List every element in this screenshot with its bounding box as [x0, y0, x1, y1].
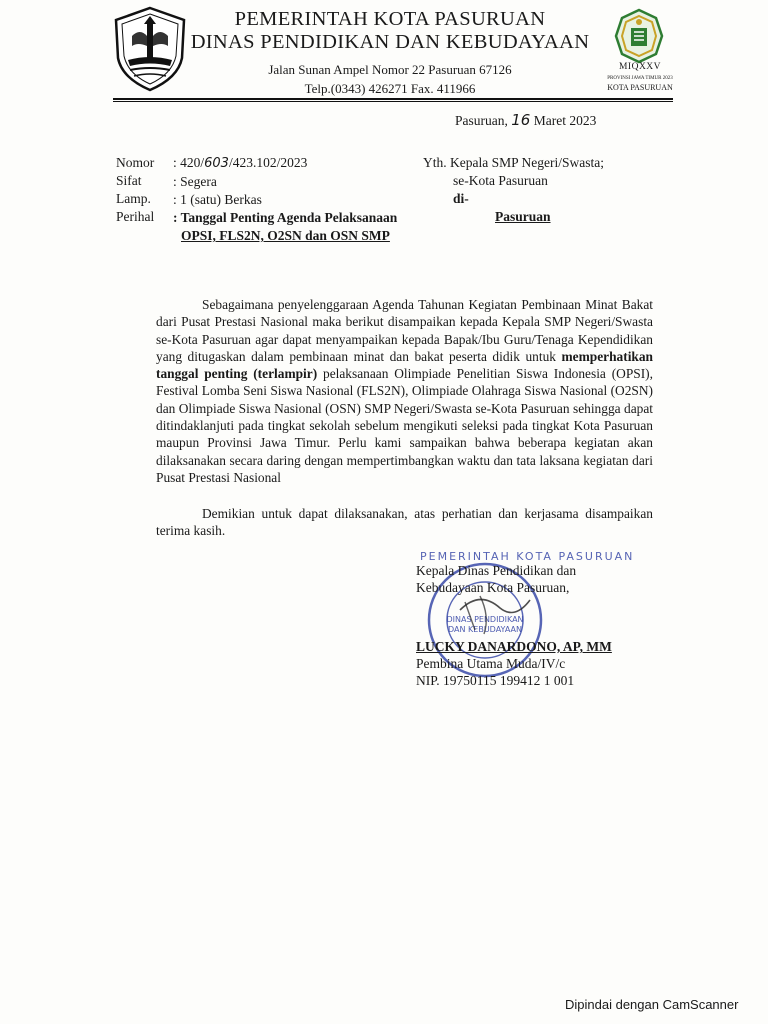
value-perihal: : Tanggal Penting Agenda Pelaksanaan	[173, 210, 398, 225]
signer-title-line2: Kebudayaan Kota Pasuruan,	[416, 580, 570, 595]
mtq-logo-title: MIQXXV	[618, 62, 662, 72]
scanner-watermark: Dipindai dengan CamScanner	[565, 997, 739, 1012]
date-day-handwritten: 16	[511, 111, 531, 129]
nomor-handwritten: 603	[204, 156, 229, 171]
letter-date	[455, 111, 596, 129]
value-sifat: : Segera	[173, 174, 217, 189]
meta-labels	[116, 154, 176, 226]
label-lamp: Lamp.	[116, 191, 151, 206]
label-sifat: Sifat	[116, 173, 142, 188]
letterhead	[190, 8, 590, 98]
body-paragraph-1	[156, 296, 653, 486]
agency-address: Jalan Sunan Ampel Nomor 22 Pasuruan 67126	[268, 62, 512, 77]
signer-nip: NIP. 19750115 199412 1 001	[416, 673, 575, 688]
body-paragraph-2: Demikian untuk dapat dilaksanakan, atas perhatian dan kerjasama disampaikan terima kasih.	[156, 506, 653, 539]
city-crest-logo	[110, 6, 190, 92]
signer-name: LUCKY DANARDONO, AP, MM	[416, 639, 612, 654]
value-perihal-line2: OPSI, FLS2N, O2SN dan OSN SMP	[181, 228, 390, 243]
meta-values	[173, 154, 413, 245]
date-place: Pasuruan,	[455, 113, 508, 128]
letterhead-rule-thin	[113, 101, 673, 102]
paragraph-1-emphasis: memperhatikan tanggal penting (terlampir)	[156, 348, 653, 382]
agency-name: DINAS PENDIDIKAN DAN KEBUDAYAAN	[190, 31, 590, 53]
mtq-logo-caption	[600, 62, 680, 92]
recipient-block	[423, 154, 604, 226]
signer-rank: Pembina Utama Muda/IV/c	[416, 656, 566, 671]
nomor-suffix: /423.102/2023	[228, 155, 308, 170]
stamp-line1: DINAS PENDIDIKAN	[446, 615, 524, 624]
date-month-year: Maret 2023	[533, 113, 597, 128]
agency-phone: Telp.(0343) 426271 Fax. 411966	[304, 81, 476, 96]
stamp-line2: DAN KEBUDAYAAN	[448, 625, 522, 634]
recipient-line1: Yth. Kepala SMP Negeri/Swasta;	[423, 155, 604, 170]
letterhead-rule-thick	[113, 98, 673, 100]
signature-block	[416, 562, 646, 689]
value-lamp: : 1 (satu) Berkas	[173, 192, 262, 207]
paragraph-1-part-b: pelaksanaan Olimpiade Penelitian Siswa Indonesia (OPSI), Festival Lomba Seni Siswa Nasional (FLS2N), Olimpiade Olahraga Siswa Nasional (O2SN) dan Olimpiade Siswa Nasional (OSN) SMP Negeri/Swasta se-Kota Pasuruan sehingga dapat ditindaklanjuti pada tingkat sekolah sebelum mengikuti seleksi pada tingkat Kota Pasuruan maupun Provinsi Jawa Timur. Perlu kami sampaikan bahwa beberapa kegiatan akan dilaksanakan secara daring dengan mempertimbangkan waktu dan tata laksana kegiatan dari Pusat Prestasi Nasional	[156, 366, 653, 485]
label-perihal: Perihal	[116, 209, 155, 224]
nomor-prefix: : 420/	[173, 155, 205, 170]
stamp-ring-text: PEMERINTAH KOTA PASURUAN	[420, 550, 635, 563]
recipient-city: Pasuruan	[495, 209, 551, 224]
value-nomor	[173, 154, 413, 173]
mtq-logo-sub2: KOTA PASURUAN	[607, 83, 673, 92]
label-nomor: Nomor	[116, 155, 155, 170]
recipient-line2: se-Kota Pasuruan	[453, 173, 548, 188]
mtq-logo-sub1: PROVINSI JAWA TIMUR 2023	[607, 76, 673, 81]
paragraph-1-part-a: Sebagaimana penyelenggaraan Agenda Tahunan Kegiatan Pembinaan Minat Bakat dari Pusat Prestasi Nasional maka berikut disampaikan kepada Kepala SMP Negeri/Swasta se-Kota Pasuruan agar dapat menyampaikan kepada Bapak/Ibu Guru/Tenaga Kependidikan yang ditugaskan dalam pembinaan minat dan bakat peserta didik untuk	[156, 297, 653, 364]
signer-title-line1: Kepala Dinas Pendidikan dan	[416, 563, 577, 578]
recipient-line3: di-	[453, 191, 469, 206]
government-name: PEMERINTAH KOTA PASURUAN	[234, 8, 546, 30]
